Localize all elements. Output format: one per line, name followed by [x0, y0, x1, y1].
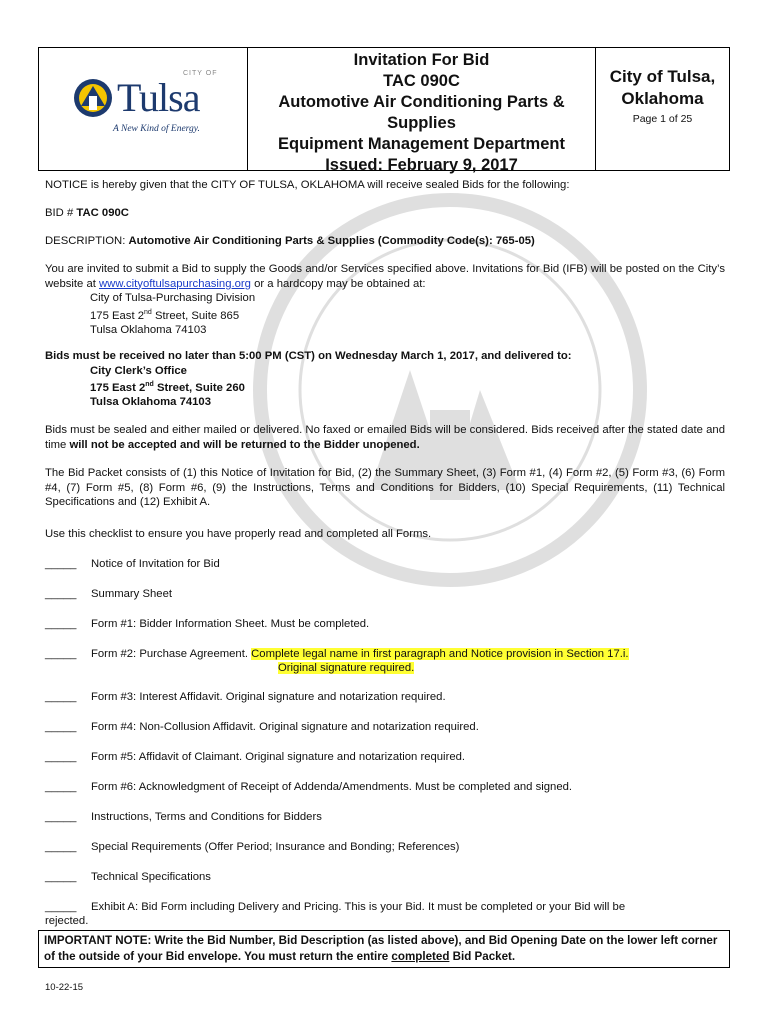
state-line: Oklahoma: [621, 89, 704, 108]
invitation-text-end: or a hardcopy may be obtained at:: [250, 277, 426, 290]
notice-text: NOTICE is hereby given that the CITY OF TULSA, OKLAHOMA will receive sealed Bids for the following:: [45, 179, 570, 191]
logo-city-of-text: CITY OF: [183, 70, 218, 77]
checklist-item: _____ Form #5: Affidavit of Claimant. Original signature and notarization required.: [45, 751, 466, 763]
checklist-item: _____ Notice of Invitation for Bid: [45, 558, 220, 570]
checklist-item: _____ Form #3: Interest Affidavit. Original signature and notarization required.: [45, 691, 446, 703]
address-line: City of Tulsa-Purchasing Division: [90, 292, 256, 304]
checkbox-blank[interactable]: _____: [45, 871, 77, 883]
checkbox-blank[interactable]: _____: [45, 751, 77, 763]
checklist-item: _____ Special Requirements (Offer Period; Insurance and Bonding; References): [45, 841, 460, 853]
checkbox-blank[interactable]: _____: [45, 721, 77, 733]
deadline-paragraph: [45, 349, 725, 410]
important-text-end: Bid Packet.: [449, 950, 516, 963]
bid-packet-paragraph: The Bid Packet consists of (1) this Notice of Invitation for Bid, (2) the Summary Sheet, (3) Form #1, (4) Form #2, (5) Form #3, (6) Form #4, (7) Form #5, (8) Form #6, (9) the Instructions, Terms and Conditions for Bidders, (10) Special Requirements, (11) Technical Specifications and (12) Exhibit A.: [45, 467, 725, 508]
checkbox-blank[interactable]: _____: [45, 901, 77, 913]
title-line: TAC 090C: [383, 72, 460, 90]
bid-title-cell: [248, 48, 596, 174]
checklist-item: _____ Form #2: Purchase Agreement. Complete legal name in first paragraph and Notice provision in Section 17.i.: [45, 648, 629, 660]
title-line: Invitation For Bid: [353, 51, 490, 69]
logo-tagline: A New Kind of Energy.: [113, 124, 200, 134]
city-cell: [596, 48, 729, 170]
checklist-item: _____ Instructions, Terms and Conditions for Bidders: [45, 811, 322, 823]
tulsa-emblem-icon: [73, 76, 113, 120]
form2-highlight-line2: Original signature required.: [278, 662, 415, 674]
checkbox-blank[interactable]: _____: [45, 811, 77, 823]
checkbox-blank[interactable]: _____: [45, 691, 77, 703]
title-line: Automotive Air Conditioning Parts &: [278, 93, 565, 111]
form2-highlight: Complete legal name in first paragraph and Notice provision in Section 17.i.: [251, 648, 629, 660]
address-line: 175 East 2nd Street, Suite 865: [90, 308, 240, 322]
logo-wordmark: Tulsa: [117, 75, 200, 120]
bid-label: BID #: [45, 207, 77, 219]
invitation-text: You are invited to submit a Bid to supply the Goods and/or Services specified above. Invitations for Bid (IFB) will be posted on the City’s website at: [45, 263, 725, 290]
sealed-text-bold: will not be accepted and will be returned to the Bidder unopened.: [69, 438, 420, 451]
address-line: 175 East 2nd Street, Suite 260: [90, 381, 245, 394]
city-name: [596, 48, 729, 110]
checkbox-blank[interactable]: _____: [45, 618, 77, 630]
purchasing-address: [45, 291, 770, 337]
important-note-box: [38, 930, 730, 968]
checklist-item: _____ Technical Specifications: [45, 871, 211, 883]
page-number: Page 1 of 25: [632, 113, 693, 125]
description-value: Automotive Air Conditioning Parts & Supplies (Commodity Code(s): 765-05): [128, 235, 535, 247]
title-line: Equipment Management Department: [278, 135, 565, 153]
checklist-item: _____ Summary Sheet: [45, 588, 172, 600]
description-label: DESCRIPTION:: [45, 235, 129, 247]
important-text: IMPORTANT NOTE: Write the Bid Number, Bid Description (as listed above), and Bid Opening Date on the lower left corner of the outside of your Bid envelope. You must return the entire: [44, 934, 718, 963]
address-line: Tulsa Oklahoma 74103: [90, 396, 211, 409]
invitation-paragraph: [45, 262, 725, 291]
bid-number-line: [45, 206, 725, 221]
city-of-tulsa-logo: [73, 70, 223, 150]
address-line: City Clerk’s Office: [90, 364, 187, 377]
bid-number: TAC 090C: [76, 207, 129, 219]
title-line: Supplies: [387, 114, 456, 132]
revision-code: 10-22-15: [45, 982, 84, 993]
checkbox-blank[interactable]: _____: [45, 648, 77, 660]
checklist-intro: Use this checklist to ensure you have properly read and completed all Forms.: [45, 528, 432, 540]
title-line: Issued: February 9, 2017: [325, 156, 518, 174]
checkbox-blank[interactable]: _____: [45, 841, 77, 853]
city-line: City of Tulsa,: [609, 67, 716, 86]
exhibit-continuation: rejected.: [45, 915, 89, 927]
checklist-item: _____ Exhibit A: Bid Form including Delivery and Pricing. This is your Bid. It must be completed or your Bid will be: [45, 901, 626, 913]
purchasing-website-link[interactable]: www.cityoftulsapurchasing.org: [99, 277, 251, 290]
checkbox-blank[interactable]: _____: [45, 588, 77, 600]
description-line: [45, 234, 725, 249]
checkbox-blank[interactable]: _____: [45, 781, 77, 793]
logo-cell: [39, 48, 248, 170]
header-table: [38, 47, 730, 174]
sealed-bids-paragraph: [45, 423, 725, 452]
checklist-item: _____ Form #4: Non-Collusion Affidavit. Original signature and notarization required.: [45, 721, 479, 733]
deadline-line: Bids must be received no later than 5:00 PM (CST) on Wednesday March 1, 2017, and delivered to:: [45, 350, 572, 362]
address-line: Tulsa Oklahoma 74103: [90, 323, 207, 336]
checklist-item: _____ Form #1: Bidder Information Sheet. Must be completed.: [45, 618, 370, 630]
checklist-item: _____ Form #6: Acknowledgment of Receipt of Addenda/Amendments. Must be completed and signed.: [45, 781, 573, 793]
sealed-text: Bids must be sealed and either mailed or delivered. No faxed or emailed Bids will be considered. Bids received after the stated date and time: [45, 424, 725, 451]
clerk-address: [45, 364, 725, 410]
important-underlined: completed: [391, 950, 450, 963]
checkbox-blank[interactable]: _____: [45, 558, 77, 570]
